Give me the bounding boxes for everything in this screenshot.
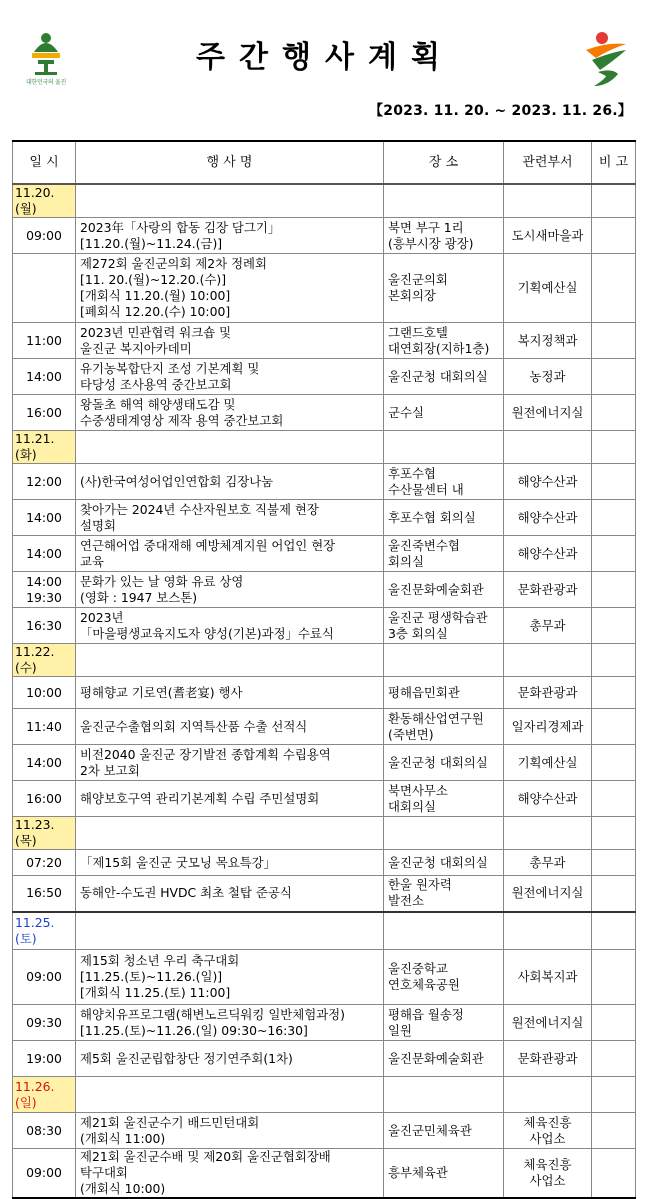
table-row (13, 500, 636, 536)
event-cell-line: [개회식 11.20.(월) 10:00] (80, 288, 231, 303)
place-cell-line: 평해읍 월송정 (388, 1006, 464, 1022)
date-row-empty-cell (384, 912, 504, 950)
dept-cell-line: 도시새마을과 (511, 227, 584, 243)
event-cell (76, 876, 384, 912)
event-cell (76, 677, 384, 709)
place-cell-line: 일원 (388, 1022, 412, 1038)
event-cell (76, 709, 384, 745)
date-row-empty-cell (504, 184, 592, 218)
dept-cell (504, 1041, 592, 1077)
time-cell (13, 323, 76, 359)
dept-cell (504, 781, 592, 817)
event-cell-line: 「제15회 울진군 굿모닝 목요특강」 (80, 854, 276, 870)
event-cell (76, 464, 384, 500)
event-cell-line: 제15회 청소년 우리 축구대회 (80, 953, 240, 968)
place-cell (384, 323, 504, 359)
uljin-emblem-icon (582, 30, 630, 90)
place-cell-line: 울진군 평생학습관 (388, 609, 488, 625)
note-cell (592, 745, 636, 781)
time-cell (13, 745, 76, 781)
place-cell (384, 709, 504, 745)
time-cell (13, 1005, 76, 1041)
time-cell (13, 572, 76, 608)
time-cell-line: 09:30 (26, 1014, 62, 1030)
place-cell-line: 북면 부구 1리 (388, 219, 464, 235)
dept-cell (504, 950, 592, 1005)
dept-cell-line: 해양수산과 (517, 509, 578, 525)
event-cell (76, 218, 384, 254)
place-cell (384, 395, 504, 431)
note-cell (592, 1041, 636, 1077)
place-cell-line: 울진군청 대회의실 (388, 854, 488, 870)
place-cell (384, 500, 504, 536)
time-cell-line: 09:00 (26, 1165, 62, 1180)
date-row-empty-cell (504, 1077, 592, 1113)
date-row-empty-cell (384, 431, 504, 464)
event-cell (76, 1005, 384, 1041)
dept-cell-line: 총무과 (529, 617, 566, 633)
date-row (13, 431, 636, 464)
date-row-empty-cell (384, 1077, 504, 1113)
event-cell (76, 745, 384, 781)
dept-cell (504, 1005, 592, 1041)
note-cell (592, 709, 636, 745)
table-row (13, 1041, 636, 1077)
place-cell-line: 울진죽변수협 (388, 537, 460, 553)
place-cell-line: 한울 원자력 (388, 877, 452, 893)
place-cell (384, 359, 504, 395)
time-cell-line: 19:30 (26, 589, 62, 605)
time-cell-line: 07:20 (26, 854, 62, 870)
dept-cell-line: 원전에너지실 (511, 885, 584, 901)
place-cell-line: 수산물센터 내 (388, 481, 464, 497)
column-header-dept: 관련부서 (504, 141, 592, 184)
dept-cell (504, 1149, 592, 1199)
dept-cell-line: 기획예산실 (517, 280, 578, 295)
time-cell (13, 464, 76, 500)
dept-cell-line: 기획예산실 (517, 754, 578, 770)
event-cell (76, 1113, 384, 1149)
event-cell-line: 2차 보고회 (80, 762, 140, 778)
place-cell (384, 572, 504, 608)
event-cell-line: 유기농복합단지 조성 기본계획 및 (80, 360, 260, 376)
table-row (13, 876, 636, 912)
column-header-note: 비 고 (592, 141, 636, 184)
event-cell-line: (사)한국여성어업인연합회 김장나눔 (80, 473, 274, 489)
place-cell (384, 464, 504, 500)
table-row (13, 323, 636, 359)
time-cell (13, 1149, 76, 1199)
dept-cell (504, 608, 592, 644)
dept-cell (504, 218, 592, 254)
dept-cell (504, 359, 592, 395)
place-cell-line: 후포수협 회의실 (388, 509, 476, 525)
event-cell (76, 608, 384, 644)
note-cell (592, 781, 636, 817)
dept-cell (504, 572, 592, 608)
dept-cell-line: 문화관광과 (517, 684, 578, 700)
table-row (13, 572, 636, 608)
event-cell-line: 평해향교 기로연(耆老宴) 행사 (80, 684, 243, 700)
dept-cell (504, 500, 592, 536)
event-cell-line: 연근해어업 중대재해 예방체계지원 어업인 현장 (80, 537, 336, 553)
event-cell-line: 문화가 있는 날 영화 유료 상영 (80, 573, 244, 589)
event-cell-line: 제21회 울진군수배 및 제20회 울진군협회장배 (80, 1149, 331, 1164)
event-cell-line: 타당성 조사용역 중간보고회 (80, 376, 232, 392)
place-cell-line: (죽변면) (388, 726, 434, 742)
time-cell-line: 16:30 (26, 617, 62, 633)
event-cell-line: (개회식 10:00) (80, 1181, 166, 1196)
dept-cell-line: 해양수산과 (517, 545, 578, 561)
date-row-empty-cell (504, 644, 592, 677)
event-cell (76, 950, 384, 1005)
time-cell (13, 254, 76, 323)
event-cell-line: 2023년 민관협력 워크숍 및 (80, 324, 232, 340)
table-row (13, 254, 636, 323)
schedule-body (13, 184, 636, 1198)
place-cell-line: 울진중학교 (388, 961, 448, 976)
place-cell-line: 환동해산업연구원 (388, 710, 484, 726)
note-cell (592, 536, 636, 572)
dept-cell-line: 사업소 (529, 1173, 566, 1188)
time-cell-line: 14:00 (26, 368, 62, 384)
dept-cell-line: 문화관광과 (517, 1050, 578, 1066)
dept-cell (504, 677, 592, 709)
column-header-event: 행 사 명 (76, 141, 384, 184)
event-cell (76, 536, 384, 572)
table-row (13, 950, 636, 1005)
logo-caption: 대한민국의 울진 (25, 79, 67, 86)
time-cell (13, 395, 76, 431)
place-cell-line: 후포수협 (388, 465, 436, 481)
place-cell-line: 회의실 (388, 553, 424, 569)
time-cell (13, 218, 76, 254)
time-cell-line: 11:00 (26, 332, 62, 348)
table-row (13, 677, 636, 709)
place-cell-line: 흥부체육관 (388, 1165, 448, 1180)
event-cell-line: 울진군 복지아카데미 (80, 340, 192, 356)
table-row (13, 1149, 636, 1199)
place-cell (384, 254, 504, 323)
date-row-empty-cell (592, 1077, 636, 1113)
place-cell (384, 608, 504, 644)
event-cell (76, 323, 384, 359)
time-cell-line: 10:00 (26, 684, 62, 700)
place-cell-line: 울진군의회 (388, 272, 448, 287)
event-cell-line: 찾아가는 2024년 수산자원보호 직불제 현장 (80, 501, 319, 517)
note-cell (592, 500, 636, 536)
note-cell (592, 1149, 636, 1199)
place-cell-line: 울진군민체육관 (388, 1122, 472, 1138)
dept-cell (504, 850, 592, 876)
event-cell-line: [개회식 11.25.(토) 11:00] (80, 985, 231, 1000)
weekly-schedule-table (12, 140, 636, 1199)
dept-cell-line: 농정과 (529, 368, 566, 384)
place-cell (384, 950, 504, 1005)
place-cell-line: 연호체육공원 (388, 977, 460, 992)
date-row-empty-cell (592, 912, 636, 950)
event-cell-line: 수중생태계영상 제작 용역 중간보고회 (80, 412, 284, 428)
note-cell (592, 876, 636, 912)
event-cell-line: 탁구대회 (80, 1165, 128, 1180)
table-row (13, 464, 636, 500)
event-cell (76, 781, 384, 817)
dept-cell-line: 원전에너지실 (511, 1014, 584, 1030)
date-row-empty-cell (504, 912, 592, 950)
place-cell-line: 그랜드호텔 (388, 324, 448, 340)
event-cell (76, 395, 384, 431)
page-title: 주간행사계획 (196, 40, 454, 75)
time-cell-line: 12:00 (26, 473, 62, 489)
place-cell-line: 울진문화예술회관 (388, 581, 484, 597)
time-cell-line: 19:00 (26, 1050, 62, 1066)
column-header-time: 일 시 (13, 141, 76, 184)
note-cell (592, 608, 636, 644)
date-row-empty-cell (592, 184, 636, 218)
event-cell (76, 254, 384, 323)
note-cell (592, 850, 636, 876)
place-cell-line: 발전소 (388, 893, 424, 909)
date-cell: 11.20.(월) (13, 184, 76, 218)
place-cell (384, 536, 504, 572)
dept-cell (504, 876, 592, 912)
date-row-empty-cell (384, 644, 504, 677)
time-cell-line: 11:40 (26, 718, 62, 734)
event-cell-line: (개회식 11:00) (80, 1130, 166, 1146)
place-cell-line: 울진문화예술회관 (388, 1050, 484, 1066)
dept-cell-line: 원전에너지실 (511, 404, 584, 420)
dept-cell (504, 254, 592, 323)
dept-cell (504, 464, 592, 500)
time-cell-line: 16:00 (26, 404, 62, 420)
date-row (13, 184, 636, 218)
event-cell-line: 해양보호구역 관리기본계획 수립 주민설명회 (80, 790, 320, 806)
note-cell (592, 572, 636, 608)
time-cell (13, 359, 76, 395)
event-cell-line: 왕돌초 해역 해양생태도감 및 (80, 396, 236, 412)
event-cell-line: 동해안-수도권 HVDC 최초 철탑 준공식 (80, 885, 292, 901)
event-cell-line: 2023年「사랑의 합동 김장 담그기」 (80, 219, 281, 235)
table-row (13, 536, 636, 572)
event-cell-line: 제21회 울진군수기 배드민턴대회 (80, 1114, 260, 1130)
place-cell (384, 1041, 504, 1077)
time-cell (13, 850, 76, 876)
dept-cell-line: 해양수산과 (517, 790, 578, 806)
table-row (13, 1005, 636, 1041)
uljin-emblem (582, 30, 630, 90)
time-cell (13, 1041, 76, 1077)
dept-cell (504, 536, 592, 572)
dept-cell-line: 총무과 (529, 854, 566, 870)
time-cell (13, 500, 76, 536)
time-cell-line: 14:00 (26, 754, 62, 770)
date-cell: 11.26.(일) (13, 1077, 76, 1113)
date-row-empty-cell (384, 184, 504, 218)
date-row-empty-cell (592, 644, 636, 677)
place-cell-line: 본회의장 (388, 288, 436, 303)
place-cell (384, 1149, 504, 1199)
table-row (13, 709, 636, 745)
place-cell-line: 군수실 (388, 404, 424, 420)
place-cell (384, 677, 504, 709)
time-cell (13, 1113, 76, 1149)
dept-cell-line: 사업소 (529, 1130, 566, 1146)
event-cell-line: [11.25.(토)~11.26.(일)] (80, 969, 223, 984)
place-cell-line: 평해읍민회관 (388, 684, 460, 700)
dept-cell (504, 745, 592, 781)
table-row (13, 359, 636, 395)
event-cell-line: 설명회 (80, 517, 116, 533)
date-cell: 11.25.(토) (13, 912, 76, 950)
schedule-period: 【2023. 11. 20. ~ 2023. 11. 26.】 (369, 103, 632, 119)
place-cell-line: 대연회장(지하1층) (388, 340, 490, 356)
dept-cell-line: 문화관광과 (517, 581, 578, 597)
time-cell (13, 536, 76, 572)
date-row (13, 1077, 636, 1113)
table-row (13, 781, 636, 817)
time-cell-line: 09:00 (26, 969, 62, 984)
table-row (13, 1113, 636, 1149)
date-row-empty-cell (76, 817, 384, 850)
place-cell-line: 울진군청 대회의실 (388, 754, 488, 770)
place-cell (384, 218, 504, 254)
place-cell (384, 850, 504, 876)
date-row-empty-cell (504, 431, 592, 464)
place-cell (384, 781, 504, 817)
dept-cell (504, 709, 592, 745)
place-cell-line: 울진군청 대회의실 (388, 368, 488, 384)
table-row (13, 395, 636, 431)
event-cell-line: [11. 20.(월)~12.20.(수)] (80, 272, 227, 287)
place-cell-line: 대회의실 (388, 798, 436, 814)
event-cell (76, 1041, 384, 1077)
dept-cell-line: 체육진흥 (523, 1157, 572, 1172)
time-cell-line: 14:00 (26, 545, 62, 561)
time-cell-line: 14:00 (26, 509, 62, 525)
note-cell (592, 395, 636, 431)
table-row (13, 608, 636, 644)
note-cell (592, 1113, 636, 1149)
dept-cell-line: 사회복지과 (517, 969, 578, 984)
column-header-place: 장 소 (384, 141, 504, 184)
time-cell-line: 14:00 (26, 573, 62, 589)
event-cell-line: 제272회 울진군의회 제2차 정례회 (80, 256, 267, 271)
time-cell (13, 608, 76, 644)
event-cell-line: 제5회 울진군립합창단 정기연주회(1차) (80, 1050, 293, 1066)
time-cell-line: 08:30 (26, 1122, 62, 1138)
dept-cell (504, 395, 592, 431)
event-cell (76, 1149, 384, 1199)
time-cell (13, 677, 76, 709)
event-cell (76, 359, 384, 395)
note-cell (592, 1005, 636, 1041)
note-cell (592, 323, 636, 359)
event-cell (76, 500, 384, 536)
table-row (13, 745, 636, 781)
place-cell-line: 북면사무소 (388, 782, 448, 798)
event-cell-line: (영화 : 1947 보스톤) (80, 589, 198, 605)
place-cell (384, 745, 504, 781)
event-cell-line: 해양치유프로그램(해변노르딕워킹 일반체험과정) (80, 1006, 345, 1022)
event-cell-line: 교육 (80, 553, 104, 569)
date-cell: 11.22.(수) (13, 644, 76, 677)
event-cell-line: [11.25.(토)~11.26.(일) 09:30~16:30] (80, 1022, 308, 1038)
dept-cell (504, 1113, 592, 1149)
place-cell (384, 1113, 504, 1149)
place-cell-line: (흥부시장 광장) (388, 235, 474, 251)
event-cell-line: [폐회식 12.20.(수) 10:00] (80, 304, 231, 319)
date-row (13, 817, 636, 850)
note-cell (592, 464, 636, 500)
time-cell (13, 876, 76, 912)
dept-cell-line: 해양수산과 (517, 473, 578, 489)
date-row (13, 912, 636, 950)
event-cell (76, 572, 384, 608)
table-row (13, 850, 636, 876)
date-cell: 11.23.(목) (13, 817, 76, 850)
event-cell-line: 울진군수출협의회 지역특산품 수출 선적식 (80, 718, 308, 734)
note-cell (592, 677, 636, 709)
table-row (13, 218, 636, 254)
date-row-empty-cell (504, 817, 592, 850)
note-cell (592, 254, 636, 323)
event-cell-line: 2023년 (80, 609, 124, 625)
dept-cell (504, 323, 592, 359)
note-cell (592, 359, 636, 395)
time-cell-line: 16:00 (26, 790, 62, 806)
dept-cell-line: 체육진흥 (523, 1114, 572, 1130)
table-header-row (13, 141, 636, 184)
event-cell (76, 850, 384, 876)
place-cell-line: 3층 회의실 (388, 625, 448, 641)
time-cell (13, 781, 76, 817)
place-cell (384, 876, 504, 912)
date-row-empty-cell (76, 184, 384, 218)
date-row-empty-cell (76, 1077, 384, 1113)
event-cell-line: [11.20.(월)~11.24.(금)] (80, 235, 223, 251)
time-cell-line: 16:50 (26, 885, 62, 901)
place-cell (384, 1005, 504, 1041)
event-cell-line: 비전2040 울진군 장기발전 종합계획 수립용역 (80, 746, 331, 762)
date-row-empty-cell (592, 431, 636, 464)
dept-cell-line: 일자리경제과 (511, 718, 584, 734)
note-cell (592, 218, 636, 254)
date-row-empty-cell (76, 644, 384, 677)
date-row-empty-cell (384, 817, 504, 850)
time-cell (13, 950, 76, 1005)
date-row-empty-cell (76, 431, 384, 464)
time-cell (13, 709, 76, 745)
time-cell-line: 09:00 (26, 227, 62, 243)
dept-cell-line: 복지정책과 (517, 332, 578, 348)
date-row (13, 644, 636, 677)
date-row-empty-cell (592, 817, 636, 850)
note-cell (592, 950, 636, 1005)
document-header (0, 0, 650, 100)
event-cell-line: 「마을평생교육지도자 양성(기본)과정」수료식 (80, 625, 334, 641)
date-cell: 11.21.(화) (13, 431, 76, 464)
date-row-empty-cell (76, 912, 384, 950)
